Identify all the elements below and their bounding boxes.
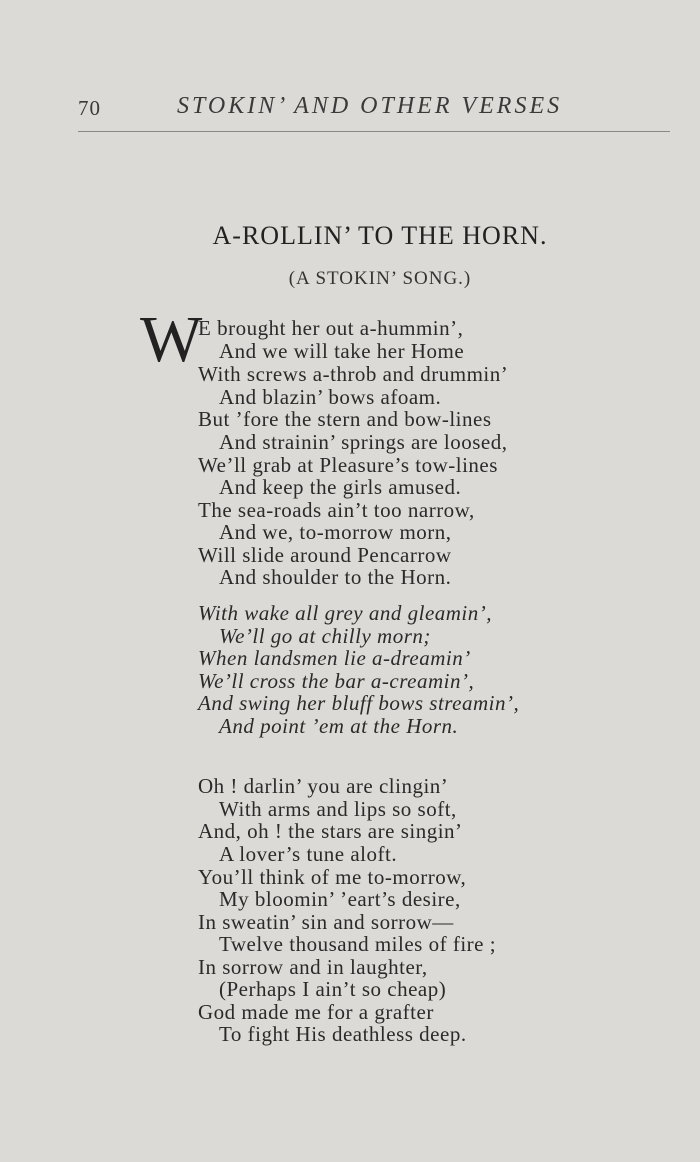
poem-line: And, oh ! the stars are singin’	[198, 819, 463, 843]
poem-line: And strainin’ springs are loosed,	[219, 430, 508, 454]
poem-line: Twelve thousand miles of fire ;	[219, 932, 497, 956]
poem-line: (Perhaps I ain’t so cheap)	[219, 977, 447, 1001]
poem-line: With arms and lips so soft,	[219, 797, 457, 821]
poem-line: E brought her out a-hummin’,	[198, 316, 464, 340]
poem-line: To fight His deathless deep.	[219, 1022, 467, 1046]
page-number: 70	[78, 96, 101, 120]
poem-line: We’ll cross the bar a-creamin’,	[198, 669, 475, 693]
poem-line: Oh ! darlin’ you are clingin’	[198, 774, 449, 798]
header-rule	[78, 131, 670, 132]
poem-line: And we will take her Home	[219, 339, 465, 363]
poem-line: We’ll grab at Pleasure’s tow-lines	[198, 453, 498, 477]
poem-line: Will slide around Pencarrow	[198, 543, 452, 567]
poem-line: When landsmen lie a-dreamin’	[198, 646, 471, 670]
running-title: STOKIN’ AND OTHER VERSES	[177, 93, 563, 119]
poem-line: A lover’s tune aloft.	[219, 842, 398, 866]
poem-line: With wake all grey and gleamin’,	[198, 601, 493, 625]
poem-line: In sorrow and in laughter,	[198, 955, 428, 979]
poem-line: And we, to-morrow morn,	[219, 520, 452, 544]
drop-cap: W	[140, 303, 203, 376]
poem-line: God made me for a grafter	[198, 1000, 434, 1024]
poem-line: And swing her bluff bows streamin’,	[198, 691, 520, 715]
poem-title: A-ROLLIN’ TO THE HORN.	[212, 221, 548, 250]
poem-line: In sweatin’ sin and sorrow—	[198, 910, 454, 934]
poem-line: And keep the girls amused.	[219, 475, 462, 499]
poem-subtitle: (A STOKIN’ SONG.)	[288, 268, 472, 289]
poem-line: And blazin’ bows afoam.	[219, 385, 442, 409]
poem-line: With screws a-throb and drummin’	[198, 362, 509, 386]
poem-line: But ’fore the stern and bow-lines	[198, 407, 492, 431]
page-header	[0, 0, 700, 140]
poem-line: And shoulder to the Horn.	[219, 565, 452, 589]
poem-line: The sea-roads ain’t too narrow,	[198, 498, 475, 522]
poem-line: My bloomin’ ’eart’s desire,	[219, 887, 461, 911]
poem-line: We’ll go at chilly morn;	[219, 624, 431, 648]
poem-line: And point ’em at the Horn.	[219, 714, 459, 738]
poem-line: You’ll think of me to-morrow,	[198, 865, 467, 889]
